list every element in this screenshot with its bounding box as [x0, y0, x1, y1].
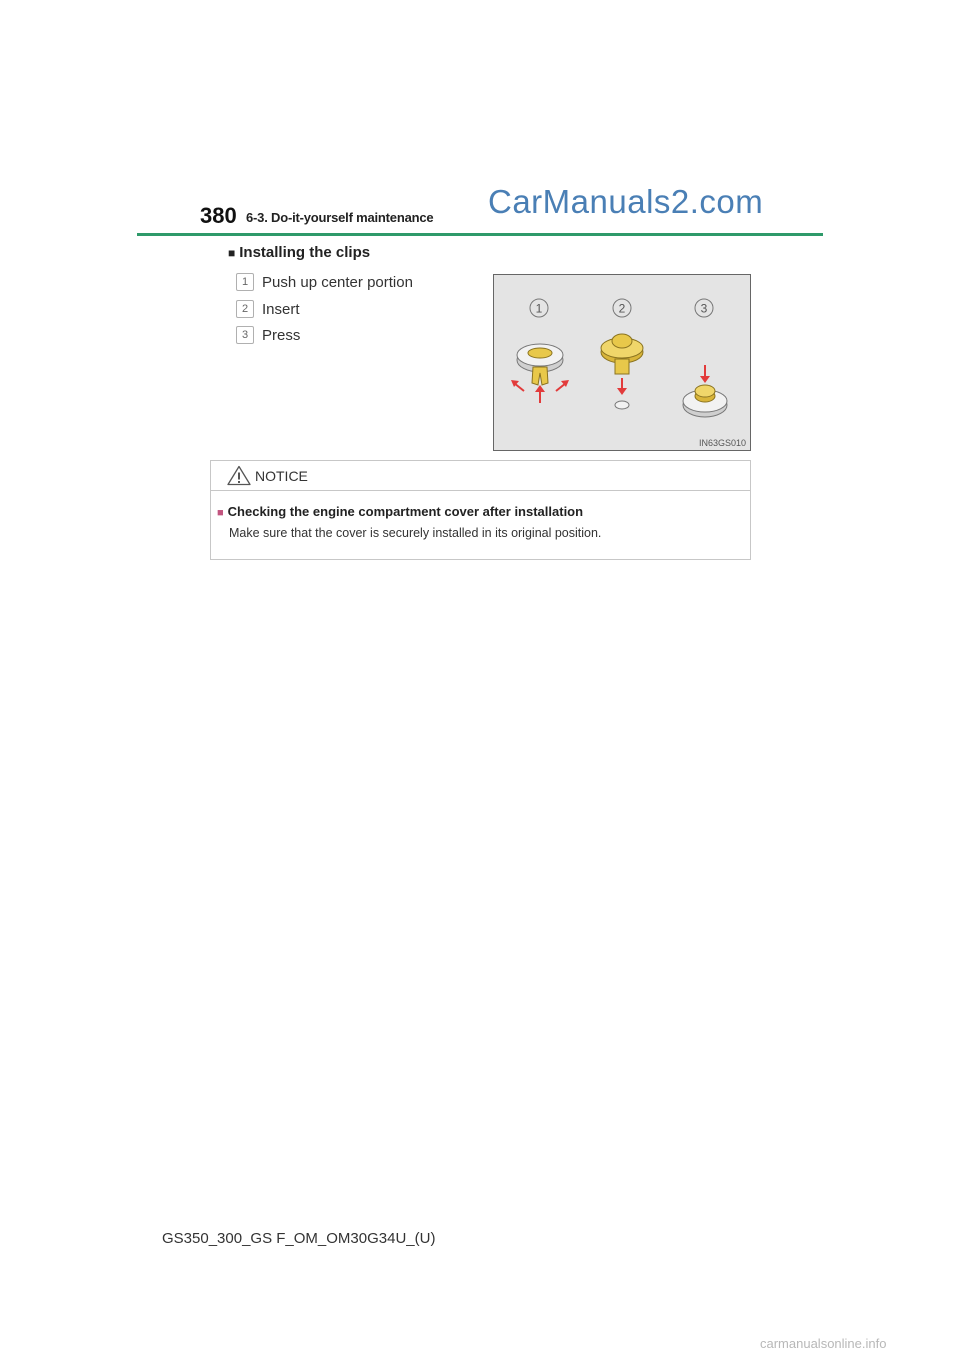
watermark-top: CarManuals2.com [488, 183, 764, 220]
sub-heading [228, 244, 370, 261]
header-rule [137, 233, 823, 236]
callout-1 [530, 299, 548, 317]
sub-heading-text: Installing the clips [239, 244, 371, 261]
clip-2-illustration [601, 334, 643, 409]
square-bullet-icon: ■ [217, 507, 224, 519]
square-bullet-icon: ■ [228, 246, 236, 260]
clip-1-illustration [511, 344, 569, 403]
step-label: Insert [262, 300, 300, 318]
notice-box [210, 460, 751, 560]
clip-installation-figure [493, 274, 751, 451]
notice-header [211, 461, 750, 491]
step-3 [236, 325, 300, 345]
clip-3-illustration [683, 365, 727, 417]
step-label: Push up center portion [262, 273, 413, 291]
step-number-badge: 2 [236, 300, 254, 318]
section-title: 6-3. Do-it-yourself maintenance [246, 210, 434, 225]
clip-illustration [494, 275, 750, 450]
callout-label: 2 [618, 301, 626, 316]
callout-2 [613, 299, 631, 317]
callout-label: 3 [700, 301, 708, 316]
notice-body: Make sure that the cover is securely installed in its original position. [229, 526, 602, 540]
step-number-badge: 3 [236, 326, 254, 344]
figure-code: IN63GS010 [698, 438, 746, 448]
warning-triangle-icon [227, 465, 251, 486]
watermark-bottom: carmanualsonline.info [760, 1336, 887, 1351]
step-1 [236, 272, 413, 292]
callout-3 [695, 299, 713, 317]
step-2 [236, 299, 300, 319]
callout-label: 1 [535, 301, 543, 316]
step-number-badge: 1 [236, 273, 254, 291]
footer-code: GS350_300_GS F_OM_OM30G34U_(U) [162, 1230, 436, 1247]
notice-title: NOTICE [255, 468, 308, 484]
step-label: Press [262, 326, 301, 344]
notice-heading-text: Checking the engine compartment cover after installation [227, 504, 584, 519]
notice-heading [217, 504, 583, 519]
page-number: 380 [200, 203, 237, 228]
